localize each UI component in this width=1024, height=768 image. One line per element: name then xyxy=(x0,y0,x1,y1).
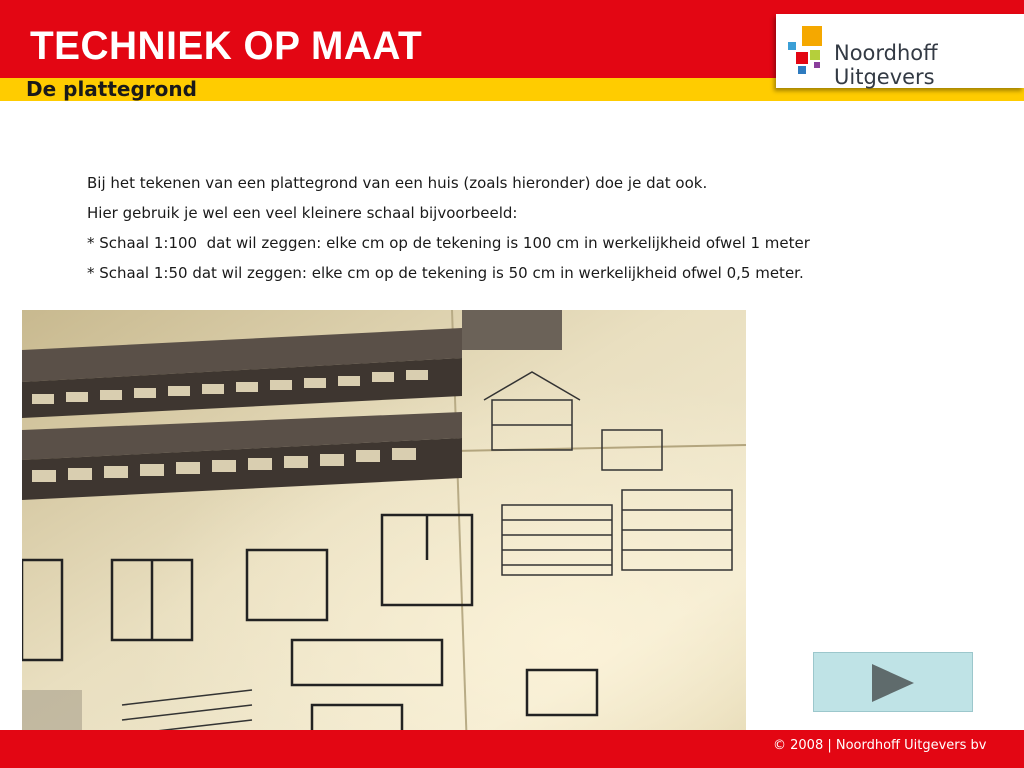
publisher-logo-mark-icon xyxy=(788,26,832,76)
brand-title: TECHNIEK OP MAAT xyxy=(30,24,423,68)
paragraph: * Schaal 1:50 dat wil zeggen: elke cm op de tekening is 50 cm in werkelijkheid ofwel 0,5 meter. xyxy=(87,264,804,282)
floor-plan-image xyxy=(22,310,746,750)
section-title: De plattegrond xyxy=(26,77,197,101)
next-slide-button[interactable] xyxy=(813,652,973,712)
publisher-name: Noordhoff Uitgevers xyxy=(834,41,938,89)
paragraph: * Schaal 1:100 dat wil zeggen: elke cm op de tekening is 100 cm in werkelijkheid ofwel 1 meter xyxy=(87,234,810,252)
explanation-text xyxy=(87,168,987,288)
floor-plan-photo xyxy=(22,310,746,750)
play-triangle-icon xyxy=(870,662,916,704)
paragraph: Bij het tekenen van een plattegrond van een huis (zoals hieronder) doe je dat ook. xyxy=(87,174,708,192)
publisher-logo xyxy=(776,14,1024,88)
paragraph: Hier gebruik je wel een veel kleinere schaal bijvoorbeeld: xyxy=(87,204,518,222)
copyright-text: © 2008 | Noordhoff Uitgevers bv xyxy=(773,738,987,753)
